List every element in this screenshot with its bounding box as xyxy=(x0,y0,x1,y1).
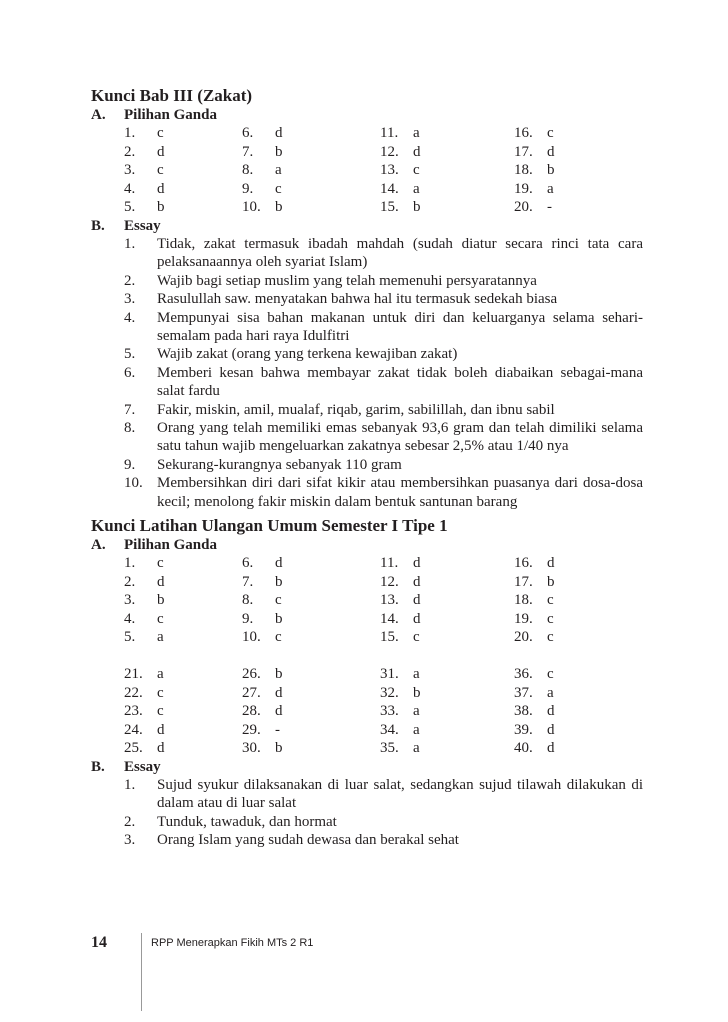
answer-item xyxy=(514,721,614,740)
answer-row xyxy=(124,143,643,162)
question-number: 14. xyxy=(380,610,399,627)
question-number: 39. xyxy=(514,721,533,738)
question-number: 12. xyxy=(380,143,399,160)
answer-item xyxy=(514,739,614,758)
question-number: 27. xyxy=(242,684,261,701)
question-number: 21. xyxy=(124,666,143,683)
question-number: 7. xyxy=(242,573,254,590)
answer-item xyxy=(242,702,380,721)
essay-item xyxy=(124,290,643,308)
answer-key: b xyxy=(157,592,165,609)
answer-item xyxy=(124,739,242,758)
answer-key: c xyxy=(157,703,164,720)
essay-number: 8. xyxy=(124,420,136,437)
question-number: 33. xyxy=(380,703,399,720)
answer-item xyxy=(124,161,242,180)
essay-list-latihan xyxy=(124,776,643,850)
essay-number: 1. xyxy=(124,777,136,793)
answer-key: b xyxy=(547,573,555,590)
question-number: 20. xyxy=(514,629,533,646)
question-number: 8. xyxy=(242,592,254,609)
answer-item xyxy=(242,721,380,740)
question-number: 5. xyxy=(124,199,136,216)
answer-row xyxy=(124,665,643,684)
answer-key: d xyxy=(547,555,555,572)
essay-item xyxy=(124,309,643,346)
answer-item xyxy=(124,665,242,684)
answer-key: c xyxy=(157,610,164,627)
answer-key: c xyxy=(275,180,282,197)
answer-item xyxy=(380,554,514,573)
essay-answer: Orang yang telah memiliki emas sebanyak 93,6 gram dan telah dimiliki selama satu tahun wajib mengeluarkan zakatnya sebesar 2,5% atau 1/40 nya xyxy=(157,420,643,455)
question-number: 29. xyxy=(242,721,261,738)
answer-item xyxy=(514,702,614,721)
question-number: 16. xyxy=(514,555,533,572)
answer-key: - xyxy=(275,721,280,738)
essay-number: 4. xyxy=(124,309,136,326)
essay-number: 1. xyxy=(124,235,136,252)
answer-key: c xyxy=(547,592,554,609)
answer-item xyxy=(124,198,242,217)
essay-number: 2. xyxy=(124,272,136,289)
essay-answer: Fakir, miskin, amil, mualaf, riqab, garim, sabilillah, dan ibnu sabil xyxy=(157,401,555,418)
answer-key: c xyxy=(157,162,164,179)
question-number: 5. xyxy=(124,629,136,646)
answer-grid-bab3 xyxy=(91,124,643,217)
essay-item xyxy=(124,813,643,831)
answer-key: d xyxy=(547,143,555,160)
question-number: 9. xyxy=(242,610,254,627)
page-content xyxy=(91,86,643,850)
answer-key: d xyxy=(547,721,555,738)
question-number: 13. xyxy=(380,592,399,609)
essay-number: 7. xyxy=(124,401,136,418)
answer-item xyxy=(514,628,614,647)
answer-item xyxy=(124,180,242,199)
answer-key: d xyxy=(157,740,165,757)
answer-item xyxy=(124,702,242,721)
answer-grid-latihan-2 xyxy=(91,665,643,758)
answer-key: d xyxy=(275,703,283,720)
answer-item xyxy=(514,573,614,592)
question-number: 4. xyxy=(124,610,136,627)
essay-answer: Mempunyai sisa bahan makanan untuk diri dan keluarganya selama sehari-semalam pada hari raya Idulfitri xyxy=(157,309,643,344)
essay-answer: Sekurang-kurangnya sebanyak 110 gram xyxy=(157,456,402,473)
answer-key: d xyxy=(413,610,421,627)
essay-item xyxy=(124,419,643,456)
answer-item xyxy=(242,161,380,180)
answer-item xyxy=(514,591,614,610)
answer-item xyxy=(242,684,380,703)
answer-key: b xyxy=(157,199,165,216)
answer-item xyxy=(124,684,242,703)
answer-item xyxy=(380,124,514,143)
question-number: 6. xyxy=(242,125,254,141)
question-number: 8. xyxy=(242,162,254,179)
answer-key: b xyxy=(275,610,283,627)
essay-answer: Orang Islam yang sudah dewasa dan berakal sehat xyxy=(157,832,459,849)
question-number: 28. xyxy=(242,703,261,720)
essay-item xyxy=(124,456,643,474)
answer-key: c xyxy=(157,684,164,701)
question-number: 1. xyxy=(124,125,136,141)
answer-row xyxy=(124,721,643,740)
answer-key: a xyxy=(413,740,420,757)
answer-item xyxy=(242,554,380,573)
section-title: Essay xyxy=(124,759,161,775)
section-letter: A. xyxy=(91,537,106,554)
answer-key: c xyxy=(413,162,420,179)
question-number: 7. xyxy=(242,143,254,160)
answer-item xyxy=(514,554,614,573)
section-letter: B. xyxy=(91,217,105,234)
question-number: 34. xyxy=(380,721,399,738)
question-number: 23. xyxy=(124,703,143,720)
answer-key: d xyxy=(157,721,165,738)
answer-item xyxy=(380,684,514,703)
question-number: 4. xyxy=(124,180,136,197)
answer-item xyxy=(514,180,614,199)
question-number: 14. xyxy=(380,180,399,197)
question-number: 35. xyxy=(380,740,399,757)
question-number: 2. xyxy=(124,573,136,590)
essay-answer: Rasulullah saw. menyatakan bahwa hal itu termasuk sedekah biasa xyxy=(157,291,558,308)
section-b-heading xyxy=(91,758,643,776)
answer-key: d xyxy=(547,740,555,757)
question-number: 22. xyxy=(124,684,143,701)
answer-item xyxy=(124,721,242,740)
essay-item xyxy=(124,272,643,290)
answer-key: c xyxy=(157,555,164,572)
question-number: 37. xyxy=(514,684,533,701)
footer-divider xyxy=(141,933,142,1011)
answer-item xyxy=(380,610,514,629)
book-title: RPP Menerapkan Fikih MTs 2 R1 xyxy=(151,937,314,949)
essay-answer: Memberi kesan bahwa membayar zakat tidak boleh diabaikan sebagai-mana salat fardu xyxy=(157,364,643,400)
answer-key: d xyxy=(413,555,421,572)
answer-item xyxy=(242,591,380,610)
answer-key: b xyxy=(275,666,283,683)
essay-item xyxy=(124,364,643,401)
answer-key: b xyxy=(547,162,555,179)
answer-key: c xyxy=(547,629,554,646)
answer-key: a xyxy=(413,125,420,141)
answer-row xyxy=(124,591,643,610)
answer-key: a xyxy=(413,666,420,683)
answer-key: c xyxy=(547,610,554,627)
answer-key: d xyxy=(275,555,283,572)
question-number: 26. xyxy=(242,666,261,683)
answer-key: b xyxy=(275,199,283,216)
question-number: 3. xyxy=(124,162,136,179)
answer-item xyxy=(514,198,614,217)
question-number: 15. xyxy=(380,199,399,216)
answer-key: c xyxy=(275,629,282,646)
answer-item xyxy=(124,573,242,592)
section-b-heading xyxy=(91,217,643,235)
answer-grid-latihan-1 xyxy=(91,554,643,647)
answer-key: d xyxy=(275,684,283,701)
answer-key: b xyxy=(275,740,283,757)
question-number: 10. xyxy=(242,629,261,646)
answer-key: d xyxy=(413,143,421,160)
answer-item xyxy=(124,628,242,647)
question-number: 31. xyxy=(380,666,399,683)
essay-answer: Sujud syukur dilaksanakan di luar salat, sedangkan sujud tilawah dilakukan di dalam atau di luar salat xyxy=(157,777,643,812)
answer-row xyxy=(124,573,643,592)
answer-key: a xyxy=(547,180,554,197)
answer-item xyxy=(380,573,514,592)
question-number: 18. xyxy=(514,592,533,609)
answer-key: d xyxy=(413,573,421,590)
answer-item xyxy=(380,721,514,740)
answer-key: - xyxy=(547,199,552,216)
answer-item xyxy=(242,573,380,592)
section-letter: A. xyxy=(91,107,106,123)
question-number: 10. xyxy=(242,199,261,216)
answer-row xyxy=(124,198,643,217)
question-number: 30. xyxy=(242,740,261,757)
answer-row xyxy=(124,161,643,180)
answer-item xyxy=(124,610,242,629)
answer-item xyxy=(242,180,380,199)
question-number: 36. xyxy=(514,666,533,683)
answer-key: d xyxy=(157,573,165,590)
answer-item xyxy=(242,665,380,684)
answer-item xyxy=(380,628,514,647)
essay-answer: Wajib bagi setiap muslim yang telah memenuhi persyaratannya xyxy=(157,272,537,289)
answer-item xyxy=(514,665,614,684)
essay-answer: Tunduk, tawaduk, dan hormat xyxy=(157,813,337,830)
answer-item xyxy=(124,143,242,162)
essay-answer: Wajib zakat (orang yang terkena kewajiban zakat) xyxy=(157,346,458,363)
question-number: 32. xyxy=(380,684,399,701)
question-number: 25. xyxy=(124,740,143,757)
answer-key: d xyxy=(157,143,165,160)
section-a-heading xyxy=(91,536,643,554)
question-number: 13. xyxy=(380,162,399,179)
answer-item xyxy=(242,610,380,629)
essay-number: 10. xyxy=(124,475,143,492)
answer-item xyxy=(380,665,514,684)
section-title-latihan: Kunci Latihan Ulangan Umum Semester I Tipe 1 xyxy=(91,516,448,536)
essay-item xyxy=(124,401,643,419)
section-a-heading xyxy=(91,106,643,124)
question-number: 24. xyxy=(124,721,143,738)
answer-row xyxy=(124,702,643,721)
answer-key: d xyxy=(275,125,283,141)
answer-item xyxy=(514,124,614,143)
question-number: 20. xyxy=(514,199,533,216)
answer-row xyxy=(124,739,643,758)
answer-item xyxy=(242,143,380,162)
question-number: 11. xyxy=(380,125,399,141)
essay-number: 3. xyxy=(124,832,136,849)
answer-row xyxy=(124,684,643,703)
answer-item xyxy=(380,591,514,610)
essay-number: 5. xyxy=(124,346,136,363)
answer-key: a xyxy=(275,162,282,179)
question-number: 1. xyxy=(124,555,136,572)
essay-item xyxy=(124,235,643,272)
answer-item xyxy=(124,124,242,143)
page-number: 14 xyxy=(91,934,107,951)
question-number: 17. xyxy=(514,573,533,590)
question-number: 16. xyxy=(514,125,533,141)
answer-key: d xyxy=(547,703,555,720)
answer-key: d xyxy=(413,592,421,609)
answer-row xyxy=(124,180,643,199)
question-number: 9. xyxy=(242,180,254,197)
answer-item xyxy=(124,554,242,573)
answer-item xyxy=(380,739,514,758)
answer-key: c xyxy=(413,629,420,646)
answer-row xyxy=(124,124,643,143)
question-number: 18. xyxy=(514,162,533,179)
essay-item xyxy=(124,474,643,511)
answer-key: b xyxy=(275,573,283,590)
section-title: Essay xyxy=(124,217,161,234)
question-number: 38. xyxy=(514,703,533,720)
essay-number: 6. xyxy=(124,364,136,381)
section-title-bab3: Kunci Bab III (Zakat) xyxy=(91,86,253,105)
answer-item xyxy=(514,610,614,629)
question-number: 11. xyxy=(380,555,399,572)
answer-item xyxy=(124,591,242,610)
answer-key: a xyxy=(157,629,164,646)
answer-item xyxy=(380,198,514,217)
essay-item xyxy=(124,345,643,363)
answer-item xyxy=(242,739,380,758)
essay-number: 3. xyxy=(124,291,136,308)
answer-item xyxy=(514,161,614,180)
essay-item xyxy=(124,831,643,849)
question-number: 17. xyxy=(514,143,533,160)
essay-answer: Membersihkan diri dari sifat kikir atau membersihkan puasanya dari dosa-dosa kecil; menolong fakir miskin dalam bentuk santunan barang xyxy=(157,475,643,510)
answer-item xyxy=(514,684,614,703)
answer-item xyxy=(242,628,380,647)
section-letter: B. xyxy=(91,759,105,775)
question-number: 6. xyxy=(242,555,254,572)
question-number: 3. xyxy=(124,592,136,609)
answer-key: a xyxy=(413,721,420,738)
essay-number: 9. xyxy=(124,456,136,473)
answer-item xyxy=(514,143,614,162)
answer-key: a xyxy=(413,180,420,197)
section-title: Pilihan Ganda xyxy=(124,107,217,123)
answer-key: a xyxy=(547,684,554,701)
answer-item xyxy=(242,198,380,217)
answer-key: c xyxy=(275,592,282,609)
answer-row xyxy=(124,628,643,647)
answer-row xyxy=(124,610,643,629)
answer-key: a xyxy=(157,666,164,683)
answer-key: c xyxy=(157,125,164,141)
essay-number: 2. xyxy=(124,813,136,830)
answer-item xyxy=(380,143,514,162)
answer-key: b xyxy=(275,143,283,160)
answer-item xyxy=(380,161,514,180)
answer-item xyxy=(242,124,380,143)
answer-key: c xyxy=(547,125,554,141)
essay-item xyxy=(124,776,643,813)
answer-row xyxy=(124,554,643,573)
answer-item xyxy=(380,180,514,199)
answer-item xyxy=(380,702,514,721)
question-number: 2. xyxy=(124,143,136,160)
question-number: 19. xyxy=(514,180,533,197)
essay-answer: Tidak, zakat termasuk ibadah mahdah (sudah diatur secara rinci tata cara pelaksanaannya oleh syariat Islam) xyxy=(157,235,643,271)
answer-key: d xyxy=(157,180,165,197)
essay-list-bab3 xyxy=(124,235,643,511)
answer-key: c xyxy=(547,666,554,683)
section-title: Pilihan Ganda xyxy=(124,537,217,554)
answer-key: b xyxy=(413,199,421,216)
question-number: 40. xyxy=(514,740,533,757)
question-number: 12. xyxy=(380,573,399,590)
answer-key: b xyxy=(413,684,421,701)
answer-key: a xyxy=(413,703,420,720)
question-number: 15. xyxy=(380,629,399,646)
question-number: 19. xyxy=(514,610,533,627)
